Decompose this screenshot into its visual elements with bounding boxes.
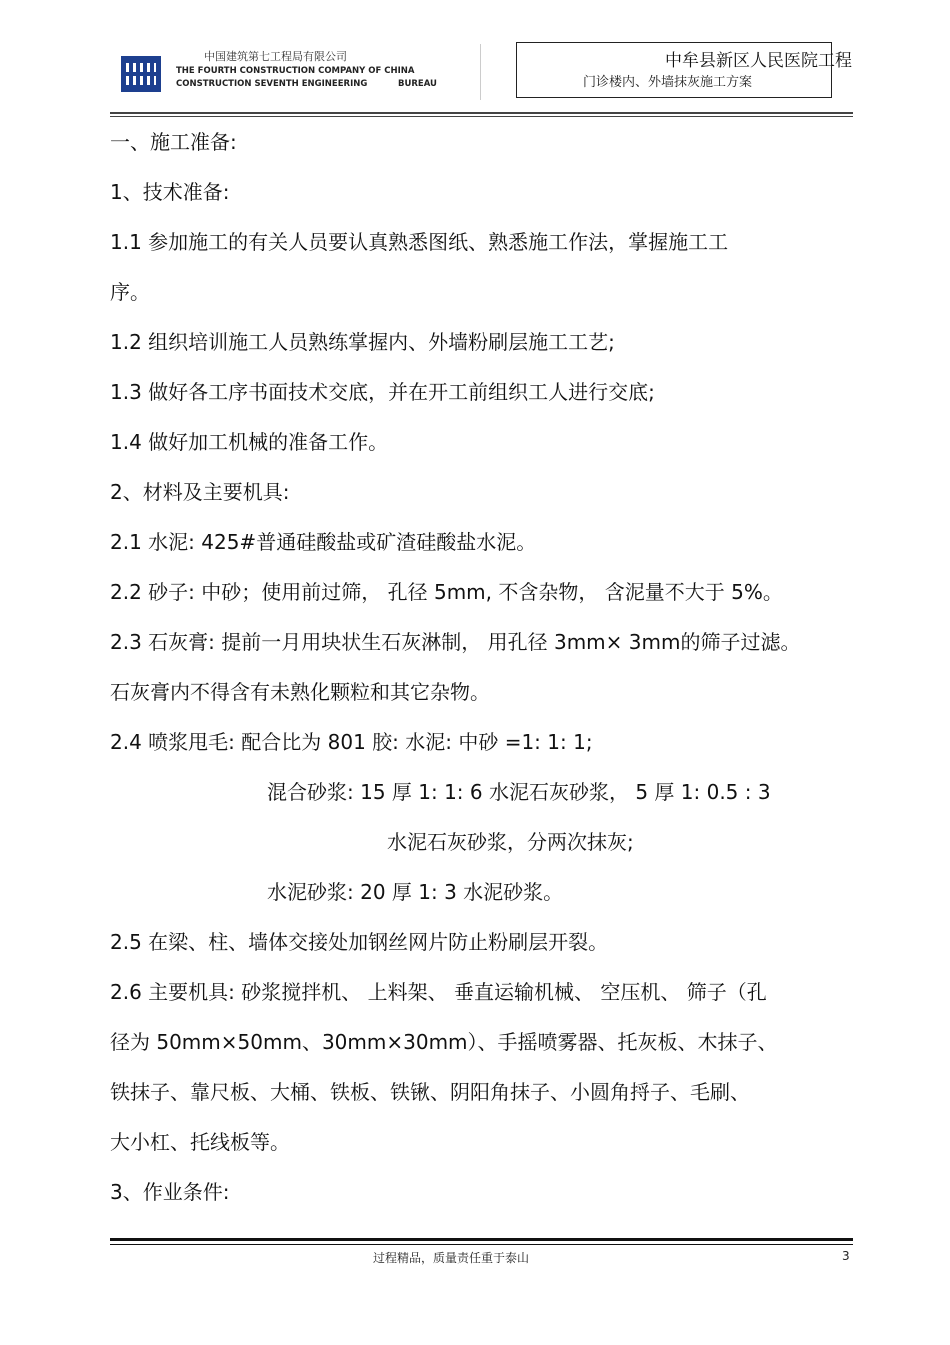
text-line: 1.4 做好加工机械的准备工作。 [110,430,389,454]
text-line: 2.1 水泥: 425#普通硅酸盐或矿渣硅酸盐水泥。 [110,530,537,554]
header-divider [480,44,481,100]
text-line: 铁抹子、靠尺板、大桶、铁板、铁锹、阴阳角抹子、小圆角捋子、毛刷、 [110,1080,750,1104]
text-line: 2.4 喷浆甩毛: 配合比为 801 胶: 水泥: 中砂 =1: 1: 1; [110,730,593,754]
text-line: 径为 50mm×50mm、30mm×30mm）、手摇喷雾器、托灰板、木抹子、 [110,1030,778,1054]
text-line: 石灰膏内不得含有未熟化颗粒和其它杂物。 [110,680,490,704]
text-line: 2.6 主要机具: 砂浆搅拌机、 上料架、 垂直运输机械、 空压机、 筛子（孔 [110,980,767,1004]
text-line: 2.5 在梁、柱、墙体交接处加钢丝网片防止粉刷层开裂。 [110,930,609,954]
header-rule [110,112,853,114]
text-line: 1.3 做好各工序书面技术交底，并在开工前组织工人进行交底; [110,380,655,404]
subsection-heading: 1、技术准备: [110,180,230,204]
text-line: 水泥砂浆: 20 厚 1: 3 水泥砂浆。 [267,880,564,904]
project-title: 中牟县新区人民医院工程 [665,51,852,71]
footer-rule [110,1238,853,1241]
page-header [0,0,950,120]
page-number: 3 [842,1249,850,1263]
header-rule-thin [110,116,853,117]
subsection-heading: 2、材料及主要机具: [110,480,290,504]
plan-title: 门诊楼内、外墙抹灰施工方案 [583,75,753,90]
company-name-en-line2: CONSTRUCTION SEVENTH ENGINEERING [176,79,368,89]
company-name-en-bureau: BUREAU [398,79,437,89]
footer-motto: 过程精品，质量责任重于泰山 [373,1251,530,1265]
text-line: 水泥石灰砂浆，分两次抹灰; [387,830,634,854]
text-line: 2.2 砂子: 中砂；使用前过筛， 孔径 5mm, 不含杂物， 含泥量不大于 5%。 [110,580,783,604]
text-line: 大小杠、托线板等。 [110,1130,290,1154]
company-logo-icon [121,56,161,92]
footer-rule-thin [110,1244,853,1245]
section-heading: 一、施工准备: [110,130,237,154]
company-name-en-line1: THE FOURTH CONSTRUCTION COMPANY OF CHINA [176,66,415,76]
text-line: 混合砂浆: 15 厚 1: 1: 6 水泥石灰砂浆， 5 厚 1: 0.5 : 3 [267,780,771,804]
text-line: 2.3 石灰膏: 提前一月用块状生石灰淋制， 用孔径 3mm× 3mm的筛子过滤。 [110,630,801,654]
subsection-heading: 3、作业条件: [110,1180,230,1204]
text-line: 1.1 参加施工的有关人员要认真熟悉图纸、熟悉施工作法，掌握施工工 [110,230,729,254]
text-line: 序。 [110,280,150,304]
text-line: 1.2 组织培训施工人员熟练掌握内、外墙粉刷层施工工艺; [110,330,615,354]
company-name-cn: 中国建筑第七工程局有限公司 [204,50,347,63]
